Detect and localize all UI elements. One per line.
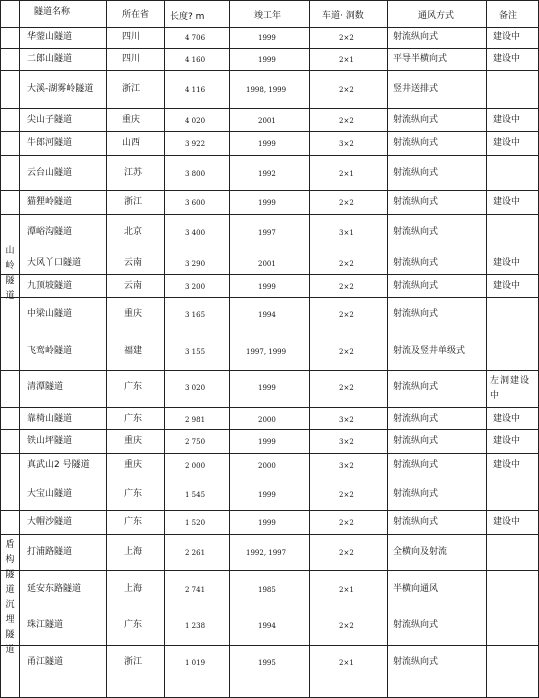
row-length: 1 520 [185, 519, 206, 527]
row-province: 广东 [124, 382, 143, 392]
row-length: 1 238 [185, 622, 206, 630]
row-province: 山西 [122, 138, 141, 148]
row-lanes: 2×2 [339, 34, 354, 42]
row-length: 3 020 [185, 384, 206, 392]
row-lanes: 2×2 [339, 348, 354, 356]
row-year: 1992 [258, 170, 276, 178]
row-name: 大帽沙隧道 [27, 517, 73, 527]
header-name: 隧道名称 [34, 7, 71, 17]
row-lanes: 2×2 [339, 622, 354, 630]
row-note: 建设中 [493, 54, 521, 64]
row-province: 上海 [124, 584, 143, 594]
row-note: 左洞建设中 [490, 376, 531, 401]
row-note: 建设中 [493, 460, 521, 470]
row-province: 广东 [124, 620, 143, 630]
row-name: 延安东路隧道 [27, 584, 82, 594]
row-note: 建设中 [493, 414, 521, 424]
header-length: 长度? m [170, 12, 205, 22]
row-vent: 射流纵向式 [393, 414, 439, 424]
row-name: 云台山隧道 [27, 168, 73, 178]
row-vent: 射流纵向式 [393, 309, 439, 319]
header-note: 备注 [499, 11, 518, 21]
row-note: 建设中 [493, 258, 521, 268]
row-lanes: 3×2 [339, 140, 354, 148]
row-length: 1 019 [185, 659, 206, 667]
row-year: 2001 [258, 117, 276, 125]
row-lanes: 3×2 [339, 438, 354, 446]
row-vent: 射流纵向式 [393, 197, 439, 207]
row-province: 重庆 [124, 309, 143, 319]
row-year: 1999 [258, 34, 276, 42]
row-length: 4 160 [185, 56, 206, 64]
row-name: 大风丫口隧道 [27, 258, 82, 268]
row-vent: 射流及竖井单级式 [393, 346, 466, 356]
row-length: 3 165 [185, 311, 206, 319]
row-vent: 平导半横向式 [393, 54, 448, 64]
row-lanes: 2×1 [339, 170, 354, 178]
row-year: 1995 [258, 659, 276, 667]
row-province: 浙江 [124, 197, 143, 207]
row-vent: 射流纵向式 [393, 657, 439, 667]
row-province: 北京 [124, 227, 143, 237]
row-vent: 射流纵向式 [393, 115, 439, 125]
row-year: 1999 [258, 519, 276, 527]
category-immersed [3, 538, 17, 658]
header-ventilation: 通风方式 [418, 11, 455, 21]
row-lanes: 2×2 [339, 199, 354, 207]
row-name: 大宝山隧道 [27, 489, 73, 499]
row-lanes: 3×1 [339, 229, 354, 237]
row-length: 4 116 [185, 86, 206, 94]
header-province: 所在省 [122, 10, 150, 20]
row-name: 中梁山隧道 [27, 309, 73, 319]
row-province: 云南 [124, 258, 143, 268]
row-lanes: 2×2 [339, 384, 354, 392]
row-note: 建设中 [493, 197, 521, 207]
row-province: 云南 [124, 281, 143, 291]
row-name: 猫狸岭隧道 [27, 197, 73, 207]
row-lanes: 3×2 [339, 416, 354, 424]
row-year: 1992, 1997 [246, 549, 287, 557]
row-vent: 射流纵向式 [393, 620, 439, 630]
row-note: 建设中 [493, 115, 521, 125]
row-name: 铁山坪隧道 [27, 436, 73, 446]
row-year: 1999 [258, 56, 276, 64]
row-year: 1999 [258, 283, 276, 291]
row-year: 2000 [258, 462, 276, 470]
category-mountain-label: 山 岭 隧 道 [5, 246, 15, 301]
row-name: 靠椅山隧道 [27, 414, 73, 424]
row-province: 四川 [122, 32, 141, 42]
row-vent: 竖井送排式 [393, 84, 439, 94]
row-name: 真武山2 号隧道 [27, 460, 90, 470]
row-length: 4 020 [185, 117, 206, 125]
row-lanes: 2×2 [339, 549, 354, 557]
row-name: 清潭隧道 [27, 382, 64, 392]
row-length: 2 000 [185, 462, 206, 470]
row-lanes: 2×2 [339, 86, 354, 94]
row-length: 3 290 [185, 260, 206, 268]
row-name: 珠江隧道 [27, 620, 64, 630]
row-vent: 射流纵向式 [393, 489, 439, 499]
row-vent: 射流纵向式 [393, 168, 439, 178]
row-province: 浙江 [122, 84, 141, 94]
row-province: 江苏 [124, 168, 143, 178]
row-year: 1999 [258, 199, 276, 207]
row-vent: 射流纵向式 [393, 382, 439, 392]
row-note: 建设中 [493, 517, 521, 527]
row-vent: 全横向及射流 [393, 547, 448, 557]
row-year: 1994 [258, 622, 276, 630]
row-length: 2 261 [185, 549, 206, 557]
row-lanes: 2×1 [339, 586, 354, 594]
row-length: 2 750 [185, 438, 206, 446]
row-vent: 射流纵向式 [393, 32, 439, 42]
row-length: 1 545 [185, 491, 206, 499]
row-lanes: 2×2 [339, 117, 354, 125]
row-vent: 射流纵向式 [393, 227, 439, 237]
row-name: 打浦路隧道 [27, 547, 73, 557]
row-year: 1999 [258, 384, 276, 392]
row-vent: 射流纵向式 [393, 138, 439, 148]
row-year: 1999 [258, 438, 276, 446]
row-note: 建设中 [493, 138, 521, 148]
row-name: 华蓥山隧道 [27, 32, 73, 42]
row-lanes: 2×1 [339, 659, 354, 667]
row-name: 二郎山隧道 [27, 54, 73, 64]
row-length: 3 155 [185, 348, 206, 356]
row-note: 建设中 [493, 436, 521, 446]
row-length: 4 706 [185, 34, 206, 42]
row-length: 2 981 [185, 416, 206, 424]
row-vent: 射流纵向式 [393, 436, 439, 446]
row-length: 2 741 [185, 586, 206, 594]
row-province: 上海 [124, 547, 143, 557]
row-lanes: 2×1 [339, 56, 354, 64]
row-length: 3 200 [185, 283, 206, 291]
row-name: 九顶坡隧道 [27, 281, 73, 291]
row-year: 1997 [258, 229, 276, 237]
header-lanes: 车道· 洞数 [322, 11, 364, 21]
row-note: 建设中 [493, 281, 521, 291]
row-lanes: 2×2 [339, 311, 354, 319]
row-length: 3 800 [185, 170, 206, 178]
row-name: 尖山子隧道 [27, 115, 73, 125]
row-year: 1999 [258, 140, 276, 148]
category-mountain [3, 244, 17, 304]
row-province: 四川 [122, 54, 141, 64]
row-vent: 射流纵向式 [393, 281, 439, 291]
row-province: 重庆 [124, 436, 143, 446]
row-lanes: 2×2 [339, 519, 354, 527]
row-year: 2000 [258, 416, 276, 424]
row-province: 广东 [124, 414, 143, 424]
row-province: 福建 [124, 346, 143, 356]
row-length: 3 922 [185, 140, 206, 148]
row-vent: 半横向通风 [393, 584, 439, 594]
row-lanes: 2×2 [339, 283, 354, 291]
row-name: 大溪-湖雾岭隧道 [27, 84, 94, 94]
row-year: 1994 [258, 311, 276, 319]
category-immersed-label: 盾 构 隧 道 沉 埋 隧 道 [5, 540, 15, 655]
row-province: 重庆 [122, 115, 141, 125]
row-lanes: 2×2 [339, 491, 354, 499]
row-lanes: 3×2 [339, 462, 354, 470]
row-province: 重庆 [124, 460, 143, 470]
row-name: 牛郎河隧道 [27, 138, 73, 148]
row-name: 飞鸾岭隧道 [27, 346, 73, 356]
row-length: 3 600 [185, 199, 206, 207]
row-year: 1999 [258, 491, 276, 499]
row-year: 2001 [258, 260, 276, 268]
row-vent: 射流纵向式 [393, 258, 439, 268]
row-year: 1997, 1999 [246, 348, 287, 356]
row-lanes: 2×2 [339, 260, 354, 268]
row-province: 广东 [124, 489, 143, 499]
row-note: 建设中 [493, 32, 521, 42]
row-name: 甬江隧道 [27, 657, 64, 667]
row-province: 浙江 [124, 657, 143, 667]
row-vent: 射流纵向式 [393, 460, 439, 470]
row-vent: 射流纵向式 [393, 517, 439, 527]
row-length: 3 400 [185, 229, 206, 237]
row-province: 广东 [124, 517, 143, 527]
row-year: 1998, 1999 [246, 86, 287, 94]
row-name: 潭峪沟隧道 [27, 227, 73, 237]
row-year: 1985 [258, 586, 276, 594]
header-year: 竣工年 [254, 11, 282, 21]
